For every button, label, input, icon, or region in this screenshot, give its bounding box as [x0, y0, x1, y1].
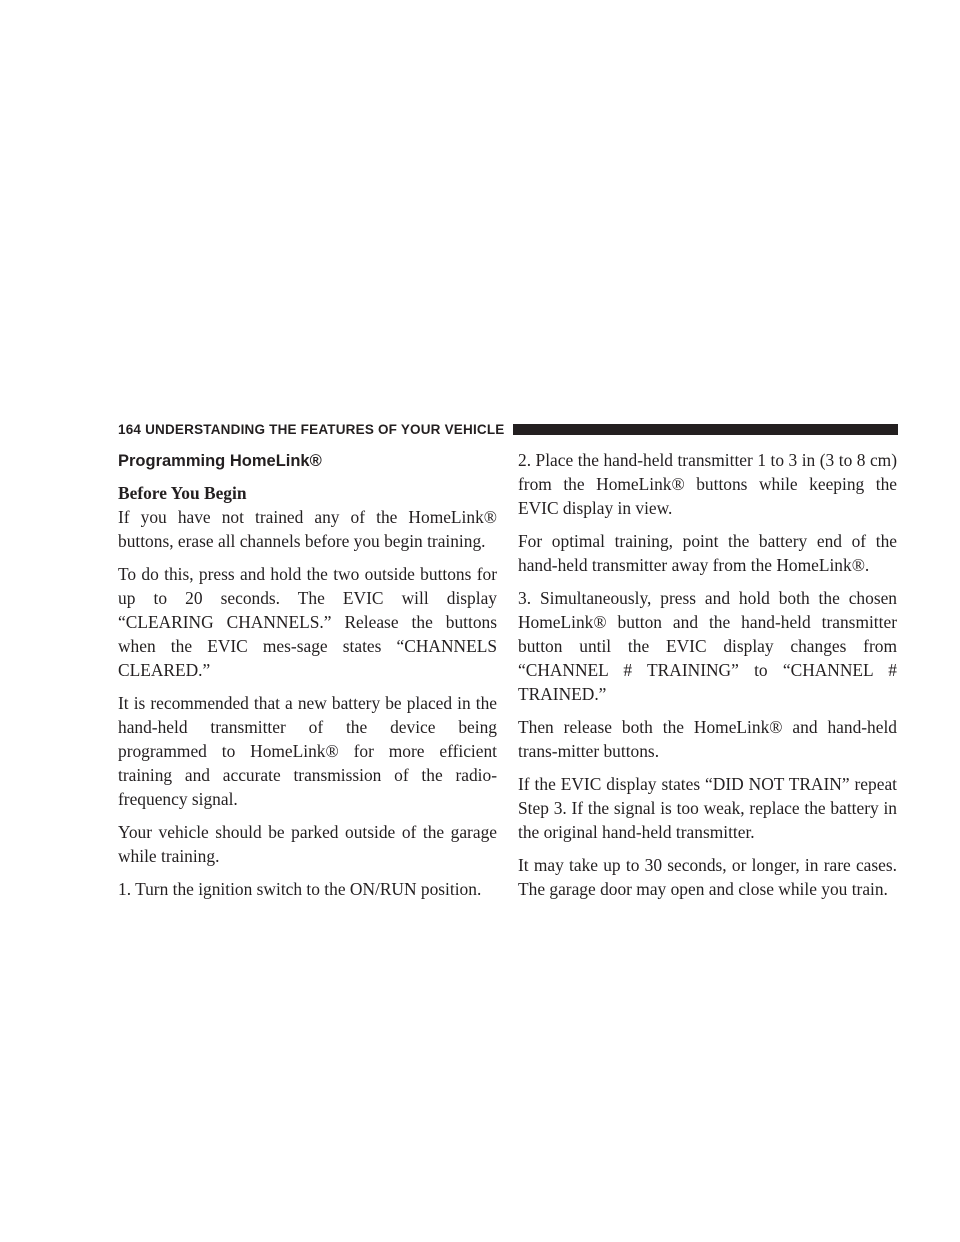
paragraph-did-not-train: If the EVIC display states “DID NOT TRAIN” repeat Step 3. If the signal is too weak, replace the battery in the original hand-held transmitter.: [518, 774, 897, 842]
paragraph-optimal: For optimal training, point the battery end of the hand-held transmitter away from the HomeLink®.: [518, 531, 897, 575]
step-1: 1. Turn the ignition switch to the ON/RUN position.: [118, 879, 482, 899]
page-number-header: 164 UNDERSTANDING THE FEATURES OF YOUR VEHICLE: [118, 421, 505, 437]
paragraph-erase: To do this, press and hold the two outside buttons for up to 20 seconds. The EVIC will display “CLEARING CHANNELS.” Release the buttons when the EVIC mes-sage states “CHANNELS CLEARED.”: [118, 564, 497, 680]
paragraph-battery: It is recommended that a new battery be placed in the hand-held transmitter of the device being programmed to HomeLink® for more efficient training and accurate transmission of the radio-frequency signal.: [118, 693, 497, 809]
paragraph-intro: If you have not trained any of the HomeLink® buttons, erase all channels before you begin training.: [118, 507, 497, 551]
step-2: 2. Place the hand-held transmitter 1 to 3 in (3 to 8 cm) from the HomeLink® buttons while keeping the EVIC display in view.: [518, 450, 897, 518]
paragraph-timing: It may take up to 30 seconds, or longer, in rare cases. The garage door may open and close while you train.: [518, 855, 897, 899]
section-title: Programming HomeLink®: [118, 452, 322, 470]
step-3: 3. Simultaneously, press and hold both the chosen HomeLink® button and the hand-held transmitter button until the EVIC display changes from “CHANNEL # TRAINING” to “CHANNEL # TRAINED.”: [518, 588, 897, 704]
left-column: [118, 448, 497, 910]
page-header: [118, 419, 898, 439]
subheading: Before You Begin: [118, 483, 247, 503]
right-column: [518, 448, 897, 910]
paragraph-release: Then release both the HomeLink® and hand-held trans-mitter buttons.: [518, 717, 897, 761]
paragraph-parked: Your vehicle should be parked outside of the garage while training.: [118, 822, 497, 866]
header-rule: [513, 424, 899, 435]
